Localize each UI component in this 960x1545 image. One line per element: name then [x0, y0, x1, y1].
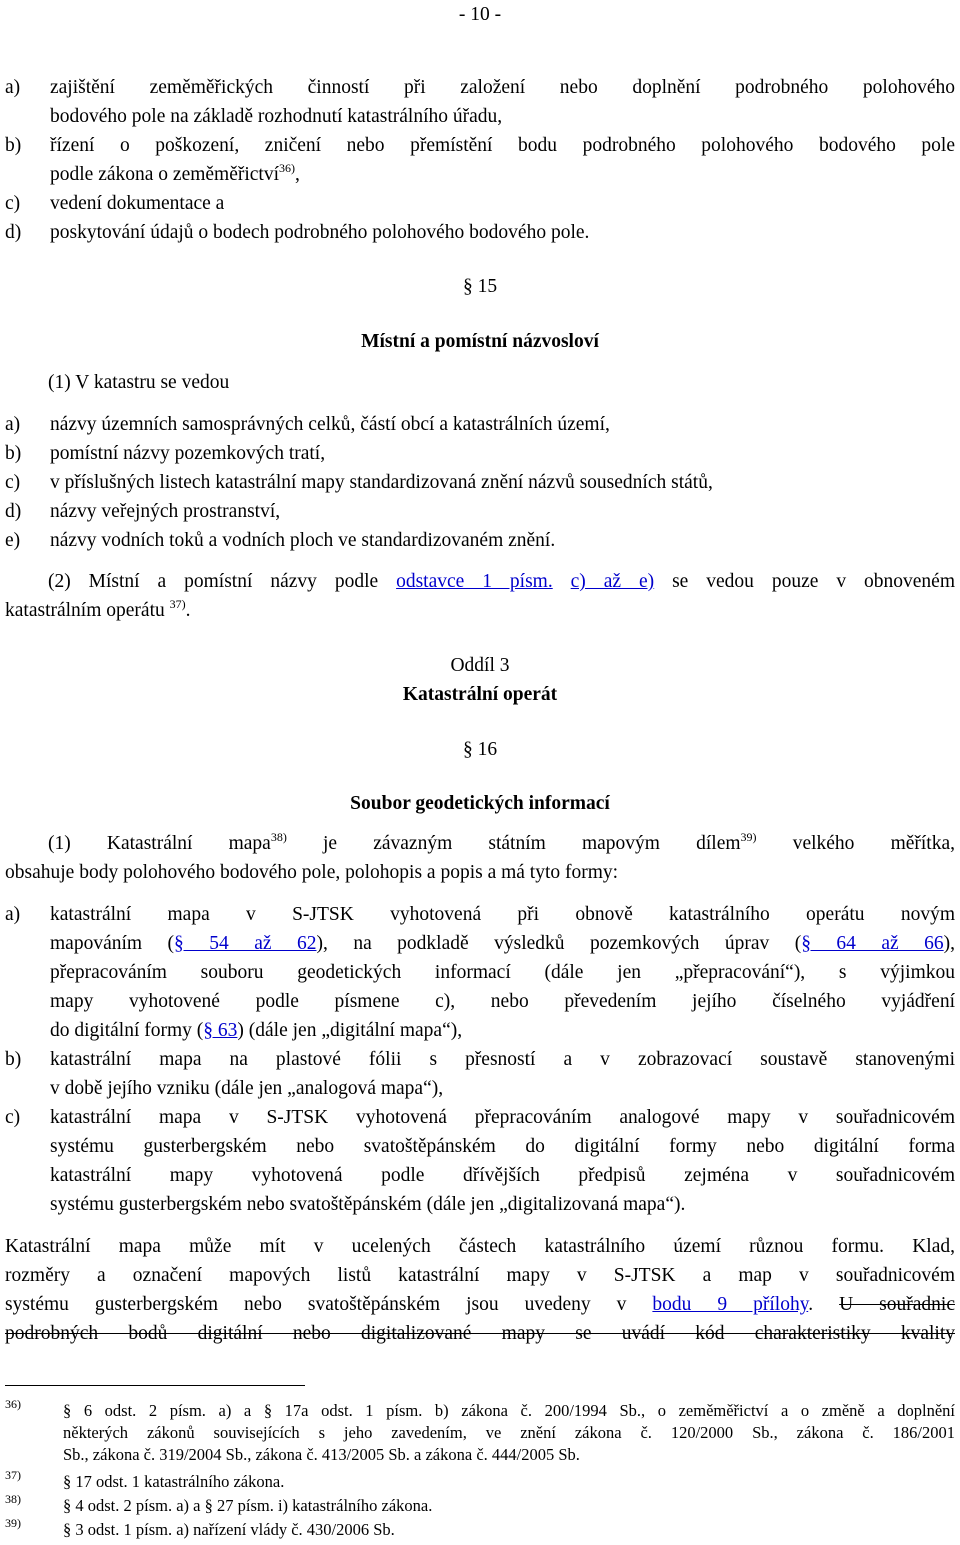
- footnote-line: § 6 odst. 2 písm. a) a § 17a odst. 1 písm. b) zákona č. 200/1994 Sb., o zeměměřictví a o změně a doplnění: [63, 1401, 955, 1420]
- list-item-line: mapy vyhotovené podle písmene c), nebo převedením jejího číselného vyjádření: [50, 991, 955, 1012]
- paragraph-2-line: katastrálním operátu $^{37)}$.: [5, 597, 191, 621]
- footnote-separator: [5, 1385, 305, 1386]
- list-item-line: podle zákona o zeměměřictví$^{36)}$,: [50, 161, 300, 185]
- list-item-line: katastrální mapa v S-JTSK vyhotovená přepracováním analogové mapy v souřadnicovém: [50, 1107, 955, 1128]
- link-appendix-point-9[interactable]: bodu 9 přílohy: [652, 1294, 809, 1315]
- footnote-ref[interactable]: 38): [270, 830, 287, 844]
- footnote-number: 37): [5, 1468, 21, 1482]
- page-number: - 10 -: [458, 4, 502, 25]
- footnote-line: některých zákonů souvisejících s jeho zavedením, ve znění zákona č. 120/2000 Sb., zákona č. 186/2001: [63, 1423, 955, 1442]
- list-marker: b): [5, 135, 22, 156]
- list-item-line: katastrální mapa na plastové fólii s přesností a v zobrazovací soustavě stanovenými: [50, 1049, 955, 1070]
- closing-paragraph-line: Katastrální mapa může mít v ucelených částech katastrálního území různou formu. Klad,: [5, 1236, 955, 1257]
- list-marker: b): [5, 443, 22, 464]
- footnote-line: § 3 odst. 1 písm. a) nařízení vlády č. 430/2006 Sb.: [63, 1520, 395, 1539]
- list-item: názvy územních samosprávných celků, částí obcí a katastrálních území,: [50, 414, 610, 435]
- section-number: § 16: [462, 739, 498, 760]
- list-item-line: mapováním (§ 54 až 62), na podkladě výsledků pozemkových úprav (§ 64 až 66),: [50, 933, 956, 954]
- division-title: Katastrální operát: [402, 684, 558, 705]
- list-item: v příslušných listech katastrální mapy standardizovaná znění názvů sousedních států,: [50, 472, 713, 493]
- footnote-ref[interactable]: 36): [279, 161, 296, 175]
- list-marker: d): [5, 222, 22, 243]
- footnote-number: 39): [5, 1516, 21, 1530]
- list-item-line: řízení o poškození, zničení nebo přemístění bodu podrobného polohového bodového pole: [50, 135, 955, 156]
- closing-paragraph-line: rozměry a označení mapových listů katastrální mapy v S-JTSK a map v souřadnicovém: [5, 1265, 955, 1286]
- list-item-line: katastrální mapa v S-JTSK vyhotovená při obnově katastrálního operátu novým: [50, 904, 955, 925]
- paragraph-1-line: obsahuje body polohového bodového pole, polohopis a popis a má tyto formy:: [5, 862, 619, 883]
- list-item-line: do digitální formy (§ 63) (dále jen „digitální mapa“),: [50, 1020, 463, 1041]
- paragraph-intro: (1) V katastru se vedou: [48, 372, 230, 393]
- list-marker: c): [5, 193, 21, 214]
- list-item-line: systému gusterbergském nebo svatoštěpánském (dále jen „digitalizovaná mapa“).: [50, 1194, 686, 1215]
- paragraph-2-line: (2) Místní a pomístní názvy podle odstavce 1 písm. c) až e) se vedou pouze v obnoveném: [48, 571, 956, 592]
- list-marker: a): [5, 77, 21, 98]
- struck-text-line: podrobných bodů digitální nebo digitalizované mapy se uvádí kód charakteristiky kvality: [5, 1323, 955, 1344]
- list-marker: d): [5, 501, 22, 522]
- link-section-64-66[interactable]: § 64 až 66: [801, 933, 944, 954]
- footnote-number: 36): [5, 1397, 21, 1411]
- division-label: Oddíl 3: [450, 655, 510, 676]
- footnote-ref[interactable]: 37): [169, 597, 186, 611]
- list-item: pomístní názvy pozemkových tratí,: [50, 443, 326, 464]
- list-marker: e): [5, 530, 21, 551]
- list-marker: b): [5, 1049, 22, 1070]
- section-title: Soubor geodetických informací: [350, 793, 610, 814]
- struck-text: U souřadnic: [839, 1294, 955, 1315]
- footnote-ref[interactable]: 39): [740, 830, 757, 844]
- list-marker: c): [5, 472, 21, 493]
- section-title: Místní a pomístní názvosloví: [361, 331, 599, 352]
- footnote-line: § 17 odst. 1 katastrálního zákona.: [63, 1472, 285, 1491]
- link-section-54-62[interactable]: § 54 až 62: [174, 933, 317, 954]
- link-paragraph-ref[interactable]: odstavce 1 písm.: [396, 571, 553, 592]
- link-section-63[interactable]: § 63: [203, 1020, 238, 1041]
- list-item-line: v době jejího vzniku (dále jen „analogová mapa“),: [50, 1078, 444, 1099]
- list-item: názvy vodních toků a vodních ploch ve standardizovaném znění.: [50, 530, 556, 551]
- list-item-line: systému gusterbergském nebo svatoštěpánském do digitální formy nebo digitální forma: [50, 1136, 955, 1157]
- list-item-line: přepracováním souboru geodetických informací (dále jen „přepracování“), s výjimkou: [50, 962, 955, 983]
- list-item-line: bodového pole na základě rozhodnutí katastrálního úřadu,: [50, 106, 503, 127]
- link-letter-ref[interactable]: c) až e): [570, 571, 655, 592]
- footnote-number: 38): [5, 1492, 21, 1506]
- list-marker: c): [5, 1107, 21, 1128]
- list-item-line: zajištění zeměměřických činností při založení nebo doplnění podrobného polohového: [50, 77, 955, 98]
- list-item-line: vedení dokumentace a: [50, 193, 225, 214]
- list-item-line: poskytování údajů o bodech podrobného polohového bodového pole.: [50, 222, 590, 243]
- list-item-line: katastrální mapy vyhotovená podle dřívějších předpisů zejména v souřadnicovém: [50, 1165, 955, 1186]
- list-marker: a): [5, 904, 21, 925]
- footnote-line: § 4 odst. 2 písm. a) a § 27 písm. i) katastrálního zákona.: [63, 1496, 433, 1515]
- list-item: názvy veřejných prostranství,: [50, 501, 281, 522]
- closing-paragraph-line: systému gusterbergském nebo svatoštěpánském jsou uvedeny v bodu 9 přílohy. U souřadnic: [5, 1294, 955, 1315]
- section-number: § 15: [462, 276, 498, 297]
- paragraph-1-line: (1) Katastrální mapa$^{38)}$ je závazným státním mapovým dílem$^{39)}$ velkého měřítka,: [48, 830, 955, 854]
- list-marker: a): [5, 414, 21, 435]
- footnote-line: Sb., zákona č. 319/2004 Sb., zákona č. 413/2005 Sb. a zákona č. 444/2005 Sb.: [63, 1445, 580, 1464]
